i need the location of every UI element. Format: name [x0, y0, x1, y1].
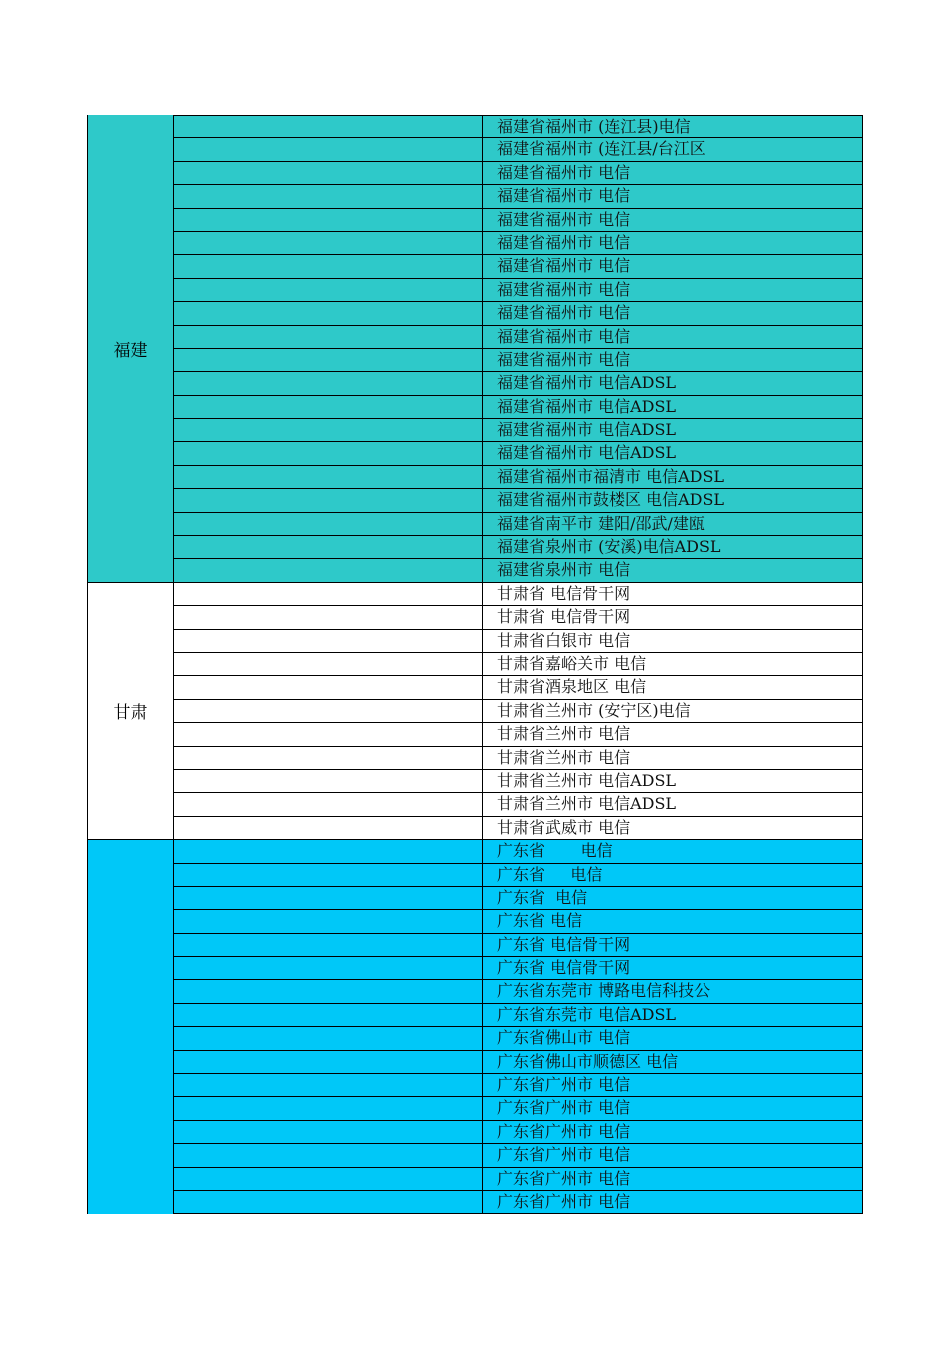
province-group	[87, 583, 863, 840]
table-row	[173, 887, 863, 910]
isp-cell[interactable]: 福建省福州市 电信ADSL	[483, 372, 863, 394]
empty-cell[interactable]	[173, 279, 483, 301]
table-row	[173, 279, 863, 302]
province-group	[87, 840, 863, 1214]
table-row	[173, 162, 863, 185]
isp-cell[interactable]: 福建省福州市 电信ADSL	[483, 419, 863, 441]
empty-cell[interactable]	[173, 1144, 483, 1166]
isp-cell[interactable]: 广东省 电信	[483, 840, 863, 862]
empty-cell[interactable]	[173, 583, 483, 605]
empty-cell[interactable]	[173, 840, 483, 862]
table-row	[173, 559, 863, 582]
table-row	[173, 1191, 863, 1214]
empty-cell[interactable]	[173, 349, 483, 371]
table-row	[173, 209, 863, 232]
table-row	[173, 1168, 863, 1191]
empty-cell[interactable]	[173, 980, 483, 1002]
table-row	[173, 255, 863, 278]
province-cell[interactable]: 福建	[87, 115, 173, 583]
table-row	[173, 326, 863, 349]
isp-cell[interactable]: 甘肃省兰州市 电信ADSL	[483, 770, 863, 792]
table-row	[173, 957, 863, 980]
province-cell[interactable]	[87, 840, 173, 1214]
empty-cell[interactable]	[173, 513, 483, 535]
empty-cell[interactable]	[173, 606, 483, 628]
isp-cell[interactable]: 广东省佛山市顺德区 电信	[483, 1051, 863, 1073]
spreadsheet-table	[87, 115, 863, 1214]
empty-cell[interactable]	[173, 162, 483, 184]
empty-cell[interactable]	[173, 747, 483, 769]
table-row	[173, 466, 863, 489]
empty-cell[interactable]	[173, 185, 483, 207]
empty-cell[interactable]	[173, 864, 483, 886]
isp-cell[interactable]: 广东省 电信	[483, 887, 863, 909]
isp-cell[interactable]: 甘肃省武威市 电信	[483, 817, 863, 839]
empty-cell[interactable]	[173, 1051, 483, 1073]
empty-cell[interactable]	[173, 934, 483, 956]
empty-cell[interactable]	[173, 887, 483, 909]
table-row	[173, 676, 863, 699]
isp-cell[interactable]: 甘肃省 电信骨干网	[483, 583, 863, 605]
isp-cell[interactable]: 福建省福州市 电信	[483, 255, 863, 277]
isp-cell[interactable]: 甘肃省兰州市 (安宁区)电信	[483, 700, 863, 722]
table-row	[173, 630, 863, 653]
isp-cell[interactable]: 广东省广州市 电信	[483, 1097, 863, 1119]
isp-cell[interactable]: 甘肃省兰州市 电信	[483, 723, 863, 745]
isp-cell[interactable]: 广东省广州市 电信	[483, 1191, 863, 1213]
empty-cell[interactable]	[173, 653, 483, 675]
empty-cell[interactable]	[173, 559, 483, 581]
table-row	[173, 1074, 863, 1097]
table-row	[173, 349, 863, 372]
empty-cell[interactable]	[173, 536, 483, 558]
table-row	[173, 419, 863, 442]
isp-cell[interactable]: 福建省南平市 建阳/邵武/建瓯	[483, 513, 863, 535]
empty-cell[interactable]	[173, 302, 483, 324]
empty-cell[interactable]	[173, 770, 483, 792]
table-row	[173, 653, 863, 676]
isp-cell[interactable]: 广东省东莞市 博路电信科技公	[483, 980, 863, 1002]
table-row	[173, 1144, 863, 1167]
isp-cell[interactable]: 福建省福州市 电信	[483, 162, 863, 184]
isp-cell[interactable]: 福建省福州市福清市 电信ADSL	[483, 466, 863, 488]
table-row	[173, 489, 863, 512]
empty-cell[interactable]	[173, 255, 483, 277]
table-row	[173, 583, 863, 606]
empty-cell[interactable]	[173, 1097, 483, 1119]
empty-cell[interactable]	[173, 723, 483, 745]
isp-cell[interactable]: 甘肃省 电信骨干网	[483, 606, 863, 628]
table-row	[173, 793, 863, 816]
table-row	[173, 840, 863, 863]
isp-cell[interactable]: 广东省佛山市 电信	[483, 1027, 863, 1049]
empty-cell[interactable]	[173, 116, 483, 137]
isp-cell[interactable]: 甘肃省白银市 电信	[483, 630, 863, 652]
isp-cell[interactable]: 福建省福州市 电信	[483, 349, 863, 371]
isp-cell[interactable]: 福建省福州市 电信	[483, 279, 863, 301]
empty-cell[interactable]	[173, 372, 483, 394]
table-row	[173, 442, 863, 465]
isp-cell[interactable]: 广东省 电信	[483, 910, 863, 932]
isp-cell[interactable]: 福建省福州市 电信	[483, 209, 863, 231]
isp-cell[interactable]: 福建省福州市 电信	[483, 326, 863, 348]
empty-cell[interactable]	[173, 1004, 483, 1026]
isp-cell[interactable]: 福建省福州市 电信ADSL	[483, 396, 863, 418]
isp-cell[interactable]: 广东省广州市 电信	[483, 1144, 863, 1166]
table-row	[173, 138, 863, 161]
isp-cell[interactable]: 广东省广州市 电信	[483, 1168, 863, 1190]
isp-cell[interactable]: 广东省 电信骨干网	[483, 957, 863, 979]
empty-cell[interactable]	[173, 793, 483, 815]
empty-cell[interactable]	[173, 1074, 483, 1096]
table-row	[173, 700, 863, 723]
isp-cell[interactable]: 广东省 电信骨干网	[483, 934, 863, 956]
table-row	[173, 817, 863, 840]
isp-cell[interactable]: 福建省福州市 电信	[483, 232, 863, 254]
isp-cell[interactable]: 广东省广州市 电信	[483, 1121, 863, 1143]
table-row	[173, 770, 863, 793]
table-row	[173, 910, 863, 933]
table-row	[173, 372, 863, 395]
table-row	[173, 1121, 863, 1144]
empty-cell[interactable]	[173, 442, 483, 464]
table-row	[173, 302, 863, 325]
empty-cell[interactable]	[173, 957, 483, 979]
isp-cell[interactable]: 福建省福州市 (连江县)电信	[483, 116, 863, 137]
isp-cell[interactable]: 福建省福州市鼓楼区 电信ADSL	[483, 489, 863, 511]
isp-cell[interactable]: 甘肃省兰州市 电信ADSL	[483, 793, 863, 815]
table-row	[173, 232, 863, 255]
isp-cell[interactable]: 广东省广州市 电信	[483, 1074, 863, 1096]
isp-cell[interactable]: 甘肃省兰州市 电信	[483, 747, 863, 769]
isp-cell[interactable]: 福建省福州市 电信ADSL	[483, 442, 863, 464]
table-row	[173, 980, 863, 1003]
isp-cell[interactable]: 福建省福州市 (连江县/台江区	[483, 138, 863, 160]
table-row	[173, 396, 863, 419]
table-row	[173, 864, 863, 887]
table-row	[173, 747, 863, 770]
table-row	[173, 513, 863, 536]
empty-cell[interactable]	[173, 489, 483, 511]
empty-cell[interactable]	[173, 630, 483, 652]
table-row	[173, 185, 863, 208]
empty-cell[interactable]	[173, 232, 483, 254]
isp-cell[interactable]: 福建省泉州市 电信	[483, 559, 863, 581]
table-row	[173, 934, 863, 957]
isp-cell[interactable]: 广东省 电信	[483, 864, 863, 886]
table-row	[173, 536, 863, 559]
table-row	[173, 606, 863, 629]
empty-cell[interactable]	[173, 209, 483, 231]
province-cell[interactable]: 甘肃	[87, 583, 173, 840]
empty-cell[interactable]	[173, 326, 483, 348]
empty-cell[interactable]	[173, 1191, 483, 1213]
table-row	[173, 1004, 863, 1027]
isp-cell[interactable]: 甘肃省嘉峪关市 电信	[483, 653, 863, 675]
empty-cell[interactable]	[173, 396, 483, 418]
empty-cell[interactable]	[173, 1121, 483, 1143]
table-row	[173, 1097, 863, 1120]
empty-cell[interactable]	[173, 1027, 483, 1049]
empty-cell[interactable]	[173, 1168, 483, 1190]
isp-cell[interactable]: 甘肃省酒泉地区 电信	[483, 676, 863, 698]
empty-cell[interactable]	[173, 419, 483, 441]
empty-cell[interactable]	[173, 910, 483, 932]
isp-cell[interactable]: 福建省福州市 电信	[483, 302, 863, 324]
table-row	[173, 1051, 863, 1074]
empty-cell[interactable]	[173, 466, 483, 488]
empty-cell[interactable]	[173, 138, 483, 160]
isp-cell[interactable]: 福建省泉州市 (安溪)电信ADSL	[483, 536, 863, 558]
empty-cell[interactable]	[173, 700, 483, 722]
province-group	[87, 115, 863, 583]
empty-cell[interactable]	[173, 676, 483, 698]
table-row	[173, 723, 863, 746]
table-row	[173, 115, 863, 138]
empty-cell[interactable]	[173, 817, 483, 839]
table-row	[173, 1027, 863, 1050]
isp-cell[interactable]: 福建省福州市 电信	[483, 185, 863, 207]
isp-cell[interactable]: 广东省东莞市 电信ADSL	[483, 1004, 863, 1026]
